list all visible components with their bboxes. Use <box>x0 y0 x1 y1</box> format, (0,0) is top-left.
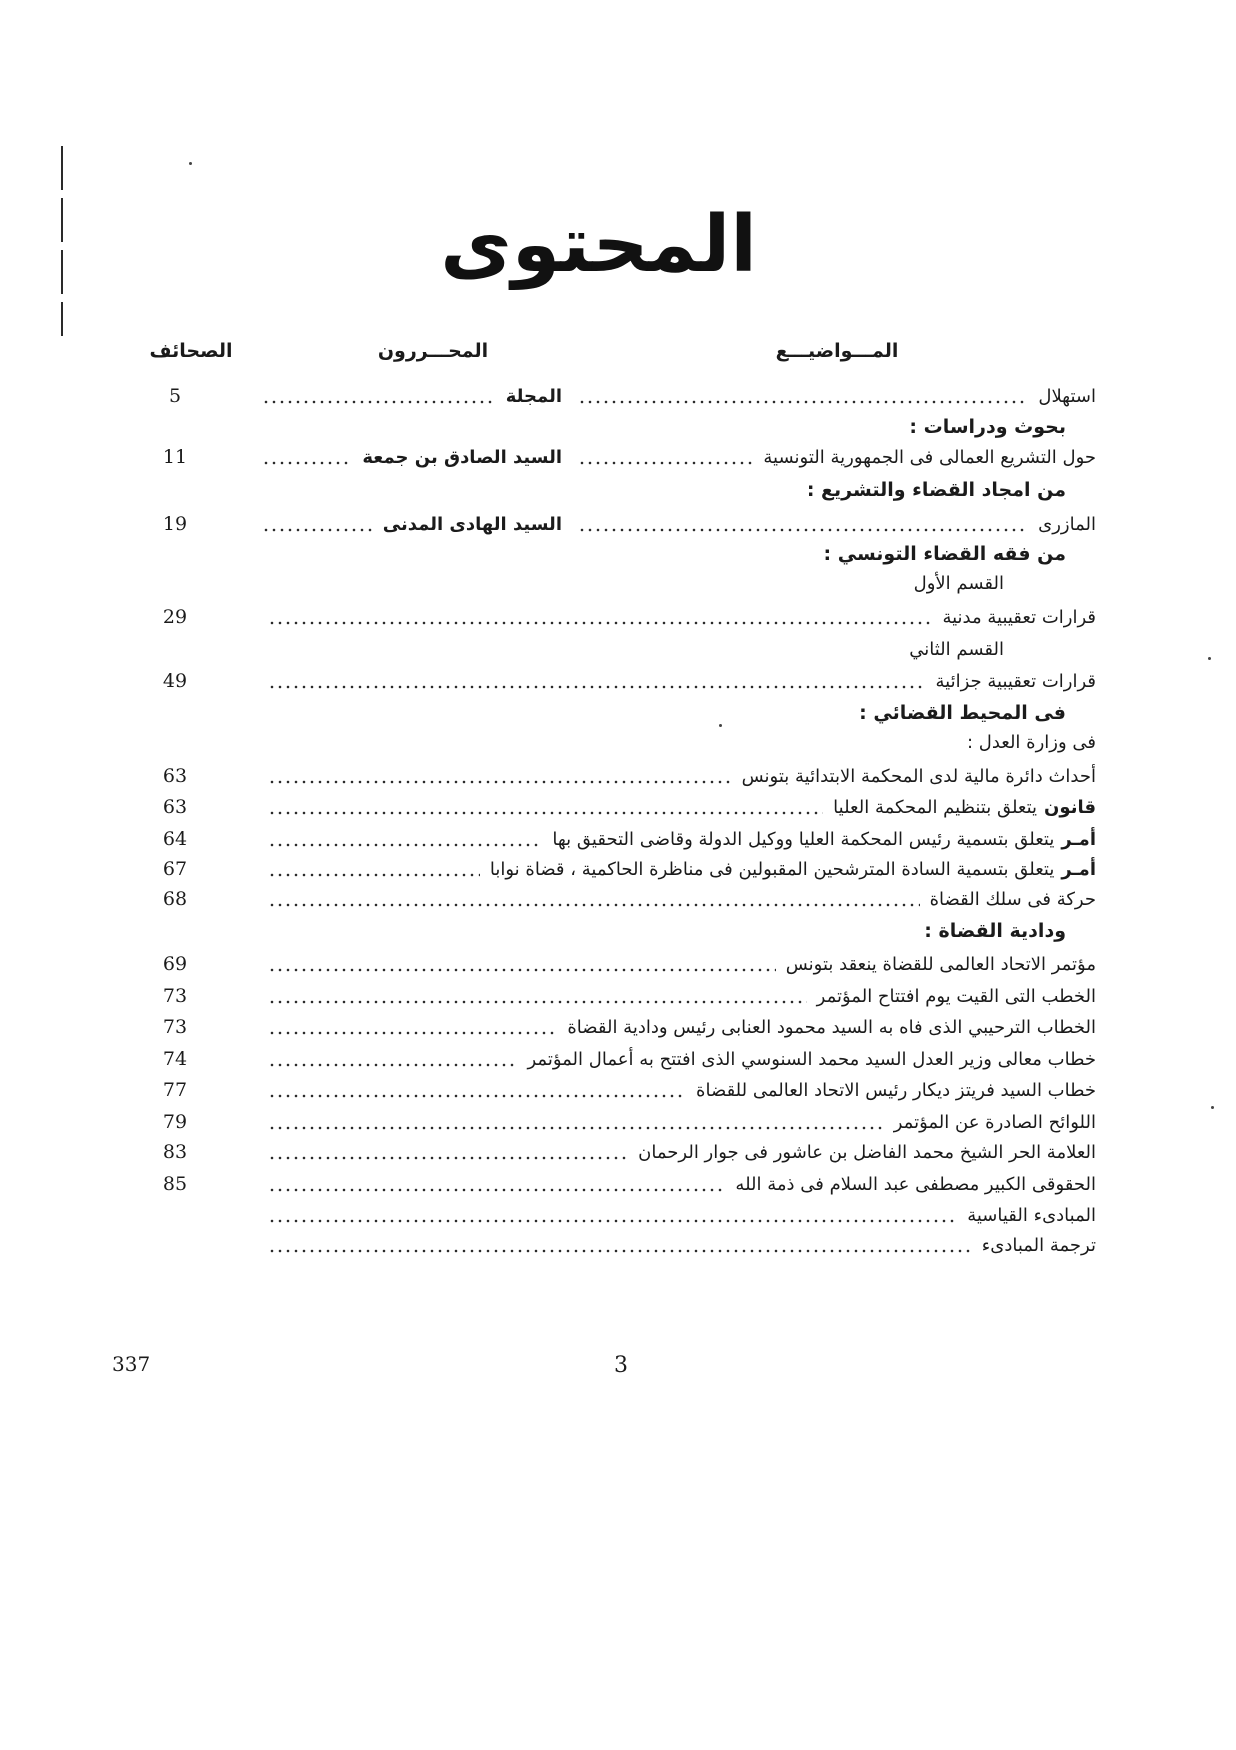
entry-topic-zone <box>268 602 1096 632</box>
toc-row <box>0 442 1236 472</box>
entry-editor-zone <box>262 442 562 472</box>
dot-leader <box>268 1031 557 1035</box>
toc-row <box>0 1012 1236 1042</box>
dot-leader <box>268 968 776 972</box>
entry-title: يتعلق بتنظيم المحكمة العليا <box>833 796 1038 818</box>
entry-topic-zone <box>268 1230 1096 1260</box>
entry-topic-zone <box>268 884 1096 914</box>
entry-topic-zone <box>268 1137 1096 1167</box>
entry-title: الخطب التى القيت يوم افتتاح المؤتمر <box>816 985 1096 1007</box>
entry-title: المبادىء القياسية <box>967 1204 1096 1226</box>
entry-title: خطاب السيد فريتز ديكار رئيس الاتحاد العالمى للقضاة <box>696 1079 1096 1101</box>
toc-row <box>0 1044 1236 1074</box>
subsection-heading: فى وزارة العدل : <box>966 732 1096 753</box>
dot-leader <box>262 400 496 404</box>
toc-row <box>0 509 1236 539</box>
toc-row <box>0 949 1236 979</box>
dot-leader <box>578 461 753 465</box>
dot-leader <box>268 685 925 689</box>
column-header-pages: الصحائف <box>149 340 233 362</box>
dot-leader <box>262 461 352 465</box>
toc-row <box>0 539 1236 569</box>
entry-editor-zone <box>262 381 562 411</box>
entry-topic-zone <box>268 666 1096 696</box>
dot-leader <box>268 1000 807 1004</box>
entry-topic-zone <box>268 1107 1096 1137</box>
toc-row <box>0 854 1236 884</box>
footer-left-number: 337 <box>112 1352 151 1376</box>
entry-page-number: 73 <box>162 1016 188 1038</box>
entry-page-number: 85 <box>162 1173 188 1195</box>
entry-title: يتعلق بتسمية رئيس المحكمة العليا ووكيل الدولة وقاضى التحقيق بها <box>552 828 1055 850</box>
entry-title: قرارات تعقيبية جزائية <box>935 670 1096 692</box>
entry-topic-zone <box>268 981 1096 1011</box>
dot-leader <box>268 843 542 847</box>
entry-page-number: 19 <box>162 513 188 535</box>
entry-title: الحقوقى الكبير مصطفى عبد السلام فى ذمة الله <box>735 1173 1096 1195</box>
entry-title: خطاب معالى وزير العدل السيد محمد السنوسي الذى افتتح به أعمال المؤتمر <box>527 1048 1096 1070</box>
toc-row <box>0 698 1236 728</box>
dot-leader <box>268 1126 884 1130</box>
entry-keyword: أمـر <box>1061 858 1096 880</box>
entry-title: يتعلق بتسمية السادة المترشحين المقبولين فى مناظرة الحاكمية ، قضاة نوابا <box>489 858 1055 880</box>
entry-title: أحداث دائرة مالية لدى المحكمة الابتدائية بتونس <box>741 765 1096 787</box>
toc-row <box>0 1169 1236 1199</box>
dot-leader <box>268 1188 725 1192</box>
toc-row <box>0 475 1236 505</box>
footer-page-number: 3 <box>614 1353 628 1378</box>
entry-page-number: 49 <box>162 670 188 692</box>
entry-keyword: أمـر <box>1061 828 1096 850</box>
entry-topic-zone <box>578 509 1096 539</box>
entry-keyword: قانون <box>1044 796 1096 818</box>
subsection-heading: القسم الأول <box>913 573 1004 594</box>
column-header-topics: المـــواضيـــع <box>775 340 899 362</box>
entry-topic-zone <box>268 1044 1096 1074</box>
entry-title: استهلال <box>1038 385 1096 407</box>
entry-title: حركة فى سلك القضاة <box>929 888 1096 910</box>
dot-leader <box>262 528 373 532</box>
toc-row <box>0 916 1236 946</box>
entry-title: حول التشريع العمالى فى الجمهورية التونسية <box>763 446 1096 468</box>
entry-page-number: 77 <box>162 1079 188 1101</box>
section-heading: من امجاد القضاء والتشريع : <box>806 479 1066 501</box>
toc-row <box>0 602 1236 632</box>
entry-topic-zone <box>268 761 1096 791</box>
dot-leader <box>268 1156 628 1160</box>
entry-topic-zone <box>268 824 1096 854</box>
entry-page-number: 64 <box>162 828 188 850</box>
entry-title: العلامة الحر الشيخ محمد الفاضل بن عاشور فى جوار الرحمان <box>638 1141 1096 1163</box>
entry-page-number: 83 <box>162 1141 188 1163</box>
entry-title: المازرى <box>1038 513 1096 535</box>
dot-leader <box>268 780 732 784</box>
entry-topic-zone <box>268 1200 1096 1230</box>
toc-row <box>0 666 1236 696</box>
entry-topic-zone <box>578 381 1096 411</box>
entry-page-number: 5 <box>168 385 182 407</box>
column-header-editors: المحـــررون <box>377 340 489 362</box>
section-heading: ودادية القضاة : <box>924 920 1066 942</box>
entry-topic-zone <box>268 949 1096 979</box>
entry-title: اللوائح الصادرة عن المؤتمر <box>893 1111 1096 1133</box>
entry-topic-zone <box>268 1169 1096 1199</box>
entry-topic-zone <box>268 1075 1096 1105</box>
entry-page-number: 63 <box>162 796 188 818</box>
entry-page-number: 79 <box>162 1111 188 1133</box>
dot-leader <box>268 873 480 877</box>
toc-row <box>0 981 1236 1011</box>
toc-row <box>0 824 1236 854</box>
entry-topic-zone <box>268 1012 1096 1042</box>
dot-leader <box>268 1094 686 1098</box>
toc-row <box>0 884 1236 914</box>
entry-editor: السيد الصادق بن جمعة <box>362 446 562 468</box>
entry-editor-zone <box>262 509 562 539</box>
toc-row <box>0 728 1236 758</box>
entry-page-number: 11 <box>162 446 188 468</box>
toc-row <box>0 569 1236 599</box>
entry-page-number: 63 <box>162 765 188 787</box>
toc-row <box>0 412 1236 442</box>
entry-page-number: 67 <box>162 858 188 880</box>
dot-leader <box>268 621 932 625</box>
dot-leader <box>268 1219 957 1223</box>
entry-editor: المجلة <box>505 385 562 407</box>
toc-row <box>0 1137 1236 1167</box>
dot-leader <box>268 1063 518 1067</box>
entry-title: قرارات تعقيبية مدنية <box>942 606 1096 628</box>
section-heading: فى المحيط القضائي : <box>859 702 1066 724</box>
entry-page-number: 29 <box>162 606 188 628</box>
dot-leader <box>268 903 920 907</box>
toc-row <box>0 1107 1236 1137</box>
dot-leader <box>578 528 1028 532</box>
entry-topic-zone <box>268 792 1096 822</box>
toc-row <box>0 761 1236 791</box>
dot-leader <box>578 400 1028 404</box>
entry-editor: السيد الهادى المدنى <box>382 513 562 535</box>
toc-row <box>0 635 1236 665</box>
section-heading: بحوث ودراسات : <box>909 416 1066 438</box>
entry-title: الخطاب الترحيبي الذى فاه به السيد محمود العنابى رئيس ودادية القضاة <box>567 1016 1096 1038</box>
subsection-heading: القسم الثاني <box>909 639 1004 660</box>
page-title: المحتوى <box>440 200 757 290</box>
toc-row <box>0 1230 1236 1260</box>
entry-title: ترجمة المبادىء <box>981 1234 1096 1256</box>
entry-title: مؤتمر الاتحاد العالمى للقضاة ينعقد بتونس <box>785 953 1096 975</box>
toc-row <box>0 792 1236 822</box>
entry-page-number: 68 <box>162 888 188 910</box>
entry-page-number: 73 <box>162 985 188 1007</box>
entry-page-number: 74 <box>162 1048 188 1070</box>
section-heading: من فقه القضاء التونسي : <box>823 543 1066 565</box>
entry-page-number: 69 <box>162 953 188 975</box>
toc-row <box>0 1075 1236 1105</box>
dot-leader <box>268 811 823 815</box>
dot-leader <box>268 1249 972 1253</box>
toc-row <box>0 381 1236 411</box>
toc-row <box>0 1200 1236 1230</box>
entry-topic-zone <box>268 854 1096 884</box>
entry-topic-zone <box>578 442 1096 472</box>
